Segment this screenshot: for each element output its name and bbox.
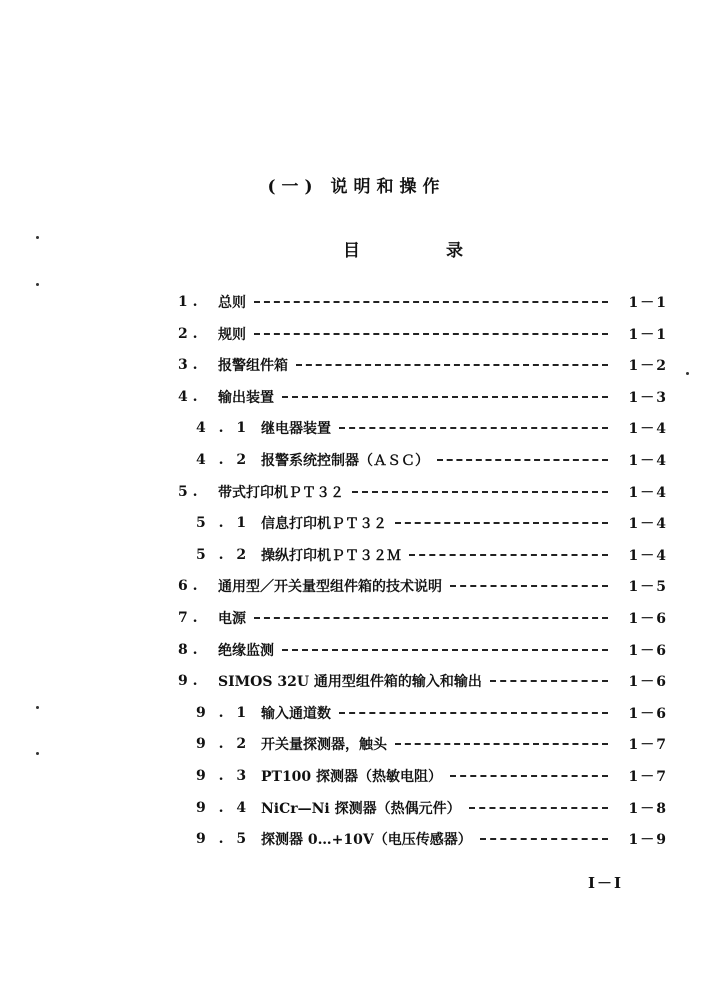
toc-entry bbox=[178, 418, 668, 438]
toc-entry-page: 1－2 bbox=[628, 358, 668, 375]
scan-mark bbox=[36, 283, 39, 286]
toc-entry-number: 9 . 1 bbox=[196, 704, 251, 721]
toc-entry-number: 2 . bbox=[178, 325, 198, 342]
toc-entry-page: 1－5 bbox=[628, 579, 668, 596]
toc-entry bbox=[178, 798, 668, 818]
toc-entry-page: 1－4 bbox=[628, 421, 668, 438]
toc-leader-dashes bbox=[254, 301, 608, 303]
toc-entry-page: 1－6 bbox=[628, 611, 668, 627]
toc-entry bbox=[178, 292, 668, 312]
toc-entry-title: 通用型／开关量型组件箱的技术说明 bbox=[218, 579, 442, 596]
toc-leader-dashes bbox=[450, 585, 608, 587]
toc-entry-page: 1－4 bbox=[628, 484, 668, 501]
section-title: (一) 说明和操作 bbox=[267, 177, 446, 197]
toc-entry-title: 总则 bbox=[218, 295, 246, 311]
toc-entry-page: 1－4 bbox=[628, 547, 668, 564]
toc-entry-number: 8 . bbox=[178, 641, 198, 658]
toc-entry-title: SIMOS 32U 通用型组件箱的输入和输出 bbox=[218, 674, 482, 691]
toc-entry-number: 4 . 1 bbox=[196, 420, 251, 437]
toc-entry-title: 报警组件箱 bbox=[218, 358, 288, 375]
toc-leader-dashes bbox=[395, 522, 608, 524]
toc-entry-number: 5 . 1 bbox=[196, 515, 251, 532]
toc-entry-page: 1－7 bbox=[628, 737, 668, 754]
toc-leader-dashes bbox=[282, 649, 608, 651]
toc-entry-page: 1－4 bbox=[628, 453, 668, 469]
toc-entry bbox=[178, 671, 668, 691]
toc-entry-title: 报警系统控制器（ＡＳＣ） bbox=[261, 453, 429, 469]
toc-entry-title: 操纵打印机ＰＴ３２Ｍ bbox=[261, 547, 401, 564]
toc-entry bbox=[178, 576, 668, 596]
toc-leader-dashes bbox=[296, 364, 608, 366]
toc-entry-number: 7 . bbox=[178, 610, 198, 626]
toc-entry bbox=[178, 766, 668, 786]
toc-entry-title: 输入通道数 bbox=[261, 705, 331, 722]
toc-leader-dashes bbox=[409, 554, 608, 556]
toc-heading bbox=[343, 236, 463, 261]
toc-leader-dashes bbox=[352, 491, 608, 493]
toc-entry-number: 6 . bbox=[178, 578, 198, 595]
toc-entry-title: 绝缘监测 bbox=[218, 642, 274, 659]
toc-heading-right: 录 bbox=[446, 241, 463, 261]
toc-entry-number: 4 . bbox=[178, 388, 198, 405]
toc-entry bbox=[178, 703, 668, 723]
toc-entry-number: 9 . bbox=[178, 673, 198, 690]
scan-mark bbox=[36, 236, 39, 239]
toc-entry bbox=[178, 829, 668, 849]
toc-leader-dashes bbox=[254, 617, 608, 619]
toc-entry-page: 1－8 bbox=[628, 800, 668, 817]
toc-entry bbox=[178, 387, 668, 407]
toc-leader-dashes bbox=[339, 712, 608, 714]
toc-entry-title: 信息打印机ＰＴ３２ bbox=[261, 516, 387, 533]
page-number: I－I bbox=[588, 874, 624, 892]
toc-entry-title: PT100 探测器（热敏电阻） bbox=[261, 769, 443, 785]
toc-entry-number: 5 . 2 bbox=[196, 546, 251, 563]
toc-entry bbox=[178, 734, 668, 754]
scan-mark bbox=[36, 706, 39, 709]
toc-entry-title: 继电器装置 bbox=[261, 421, 331, 438]
toc-leader-dashes bbox=[469, 807, 608, 809]
toc-entry-page: 1－3 bbox=[628, 389, 668, 406]
toc-entry bbox=[178, 640, 668, 660]
toc-entry bbox=[178, 355, 668, 375]
toc-leader-dashes bbox=[450, 775, 608, 777]
toc-entry-number: 9 . 4 bbox=[196, 799, 251, 816]
toc-entry-title: 规则 bbox=[218, 326, 246, 343]
toc-entry bbox=[178, 608, 668, 628]
toc-entry-page: 1－6 bbox=[628, 705, 668, 722]
toc-entry bbox=[178, 450, 668, 470]
toc-entry-title: 开关量探测器，触头 bbox=[261, 737, 387, 754]
toc-entry-page: 1－6 bbox=[628, 674, 668, 691]
scan-mark bbox=[36, 752, 39, 755]
toc-entry-page: 1－7 bbox=[628, 769, 668, 785]
toc-leader-dashes bbox=[395, 743, 608, 745]
toc-entry-number: 1 . bbox=[178, 294, 198, 310]
toc-entry-title: NiCr—Ni 探测器（热偶元件） bbox=[261, 800, 461, 817]
toc-entry-page: 1－1 bbox=[628, 326, 668, 343]
toc-leader-dashes bbox=[282, 396, 608, 398]
toc-entry-page: 1－6 bbox=[628, 642, 668, 659]
toc-entry bbox=[178, 545, 668, 565]
toc-entry-number: 5 . bbox=[178, 483, 198, 500]
toc-entry-title: 带式打印机ＰＴ３２ bbox=[218, 484, 344, 501]
toc-leader-dashes bbox=[480, 838, 608, 840]
toc-entry-number: 3 . bbox=[178, 357, 198, 374]
toc-entry-page: 1－1 bbox=[628, 295, 668, 311]
toc-entry-title: 电源 bbox=[218, 611, 246, 627]
scan-mark bbox=[686, 372, 689, 375]
toc-entry-page: 1－9 bbox=[628, 832, 668, 849]
toc-entry-page: 1－4 bbox=[628, 516, 668, 533]
toc-entry-number: 9 . 2 bbox=[196, 736, 251, 753]
toc-entry-number: 9 . 3 bbox=[196, 768, 251, 784]
toc-entry-title: 探测器 0…+10V（电压传感器） bbox=[261, 832, 472, 849]
toc-entry bbox=[178, 482, 668, 502]
toc-heading-left: 目 bbox=[343, 241, 360, 261]
toc-entry-number: 4 . 2 bbox=[196, 452, 251, 468]
toc-entry-number: 9 . 5 bbox=[196, 831, 251, 848]
toc-entry-title: 输出装置 bbox=[218, 389, 274, 406]
toc-leader-dashes bbox=[490, 680, 608, 682]
toc-entry bbox=[178, 324, 668, 344]
toc-entry bbox=[178, 513, 668, 533]
toc-leader-dashes bbox=[437, 459, 608, 461]
toc-leader-dashes bbox=[339, 427, 608, 429]
toc-leader-dashes bbox=[254, 333, 608, 335]
